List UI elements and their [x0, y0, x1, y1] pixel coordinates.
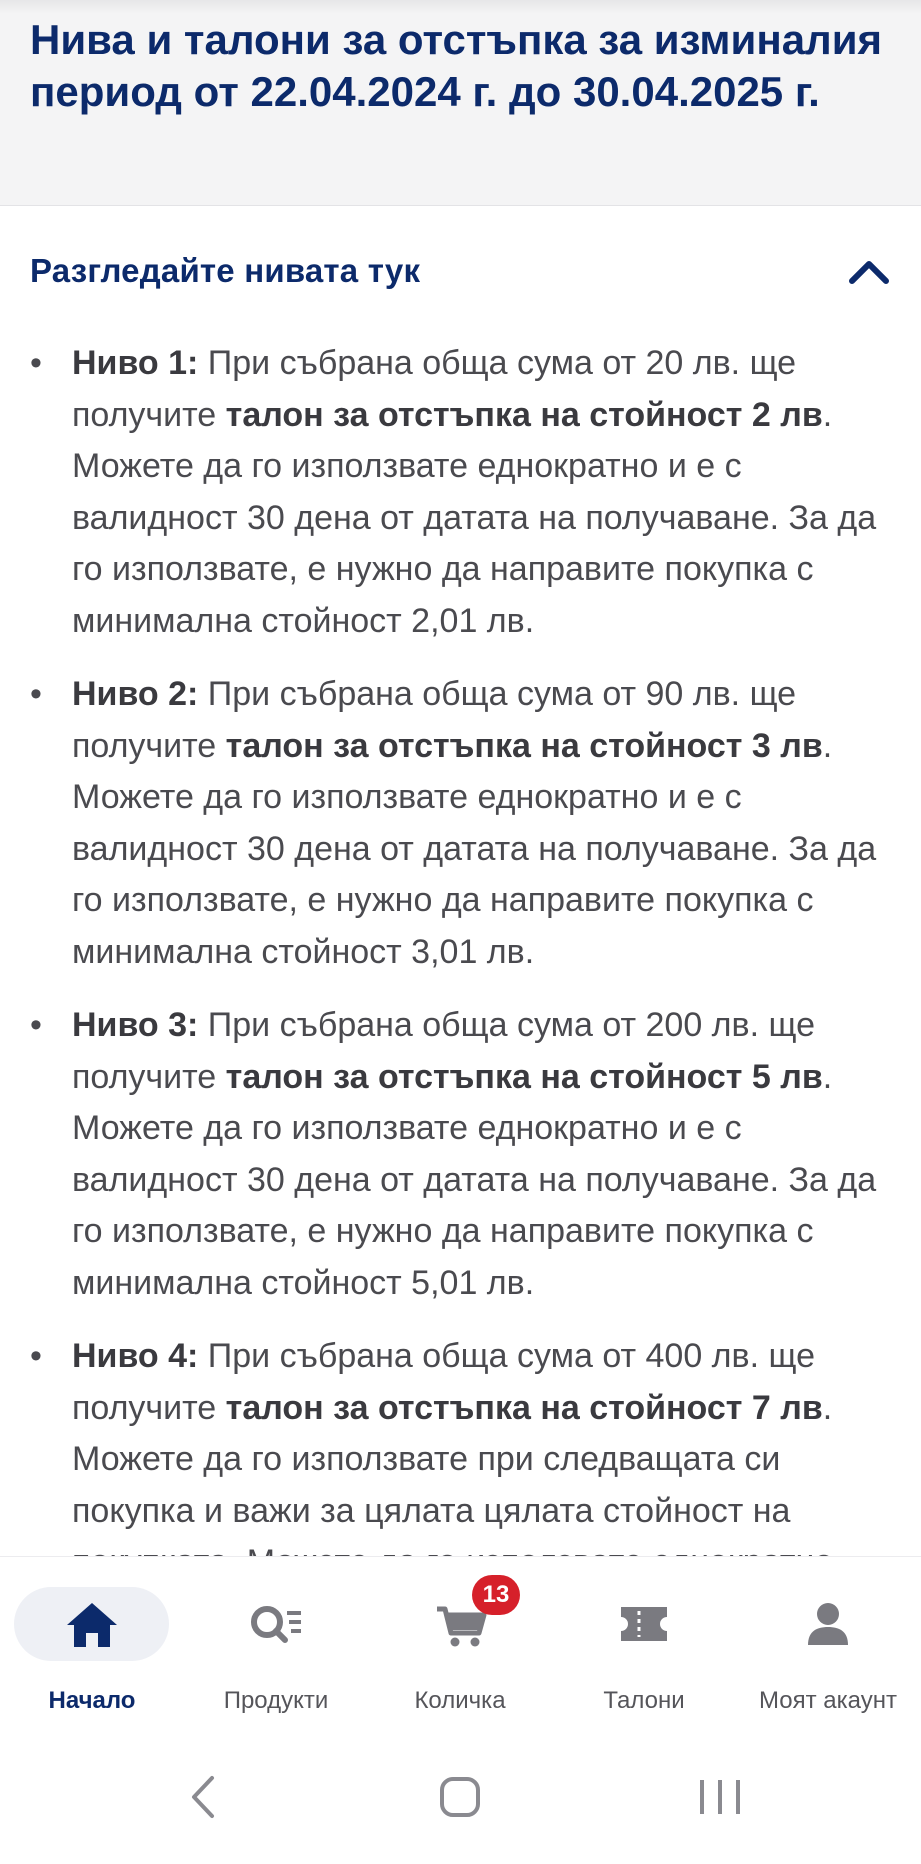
- level-text: При събрана обща сума от 400 лв. ще получите: [72, 1337, 815, 1427]
- header-top-shadow: [0, 0, 921, 14]
- nav-cart[interactable]: [368, 1557, 552, 1733]
- home-button-icon[interactable]: [420, 1772, 500, 1822]
- cart-count-badge: 13: [472, 1575, 520, 1615]
- nav-cart-label: Количка: [414, 1687, 506, 1714]
- search-list-icon: [241, 1597, 311, 1651]
- level-heading: Ниво 1:: [72, 344, 199, 382]
- level-text: . Можете да го използвате при следващата си покупка и важи за цялата цялата стойност на: [72, 1388, 833, 1530]
- system-navigation-bar: [0, 1732, 921, 1864]
- level-text: При събрана обща сума от 20 лв. ще получите: [72, 344, 797, 434]
- level-heading: Ниво 4:: [72, 1337, 199, 1375]
- coupon-icon: [609, 1597, 679, 1651]
- level-text: При събрана обща сума от 90 лв. ще получите: [72, 675, 797, 765]
- level-text: При събрана обща сума от 200 лв. ще получите: [72, 1006, 815, 1096]
- nav-account-label: Моят акаунт: [759, 1687, 897, 1714]
- nav-home[interactable]: [0, 1557, 184, 1733]
- level-item-4: [30, 1331, 890, 1589]
- user-icon: [793, 1597, 863, 1651]
- page-title: Нива и талони за отстъпка за изминалия период от 22.04.2024 г. до 30.04.2025 г.: [30, 16, 883, 115]
- level-coupon-value: талон за отстъпка на стойност 3 лв: [225, 726, 823, 765]
- nav-products-label: Продукти: [223, 1687, 329, 1714]
- bullet: •: [30, 1006, 42, 1044]
- nav-coupons[interactable]: [552, 1557, 736, 1733]
- nav-home-label: Начало: [48, 1687, 136, 1714]
- level-heading: Ниво 2:: [72, 675, 199, 713]
- nav-coupons-label: Талони: [603, 1687, 685, 1714]
- bullet: •: [30, 675, 42, 713]
- bullet: •: [30, 1337, 42, 1375]
- level-text: . Можете да го използвате еднократно и е с валидност 30 дена от датата на получаване. За да го използвате, е нужно да направите покупка с минимална стойност 3,01 лв.: [72, 726, 877, 971]
- level-text: . Можете да го използвате еднократно и е с валидност 30 дена от датата на получаване. За да го използвате, е нужно да направите покупка с минимална стойност 5,01 лв.: [72, 1057, 877, 1302]
- bottom-navigation: [0, 1556, 921, 1733]
- back-icon[interactable]: [164, 1772, 244, 1822]
- chevron-up-icon[interactable]: [847, 254, 891, 288]
- nav-products[interactable]: [184, 1557, 368, 1733]
- bullet: •: [30, 344, 42, 382]
- recent-apps-icon[interactable]: [680, 1772, 760, 1822]
- level-heading: Ниво 3:: [72, 1006, 199, 1044]
- levels-accordion-header[interactable]: [0, 240, 921, 304]
- accordion-label: Разгледайте нивата тук: [30, 252, 421, 289]
- home-icon: [57, 1597, 127, 1651]
- page-header: [0, 0, 921, 206]
- level-coupon-value: талон за отстъпка на стойност 2 лв: [225, 395, 823, 434]
- level-text: . Можете да го използвате еднократно и е с валидност 30 дена от датата на получаване. За да го използвате, е нужно да направите покупка с минимална стойност 2,01 лв.: [72, 395, 877, 640]
- level-item-2: [30, 669, 890, 978]
- level-item-3: [30, 1000, 890, 1309]
- level-coupon-value: талон за отстъпка на стойност 7 лв: [225, 1388, 823, 1427]
- level-item-1: [30, 338, 890, 647]
- level-coupon-value: талон за отстъпка на стойност 5 лв: [225, 1057, 823, 1096]
- nav-account[interactable]: [736, 1557, 920, 1733]
- levels-list: [30, 338, 890, 1554]
